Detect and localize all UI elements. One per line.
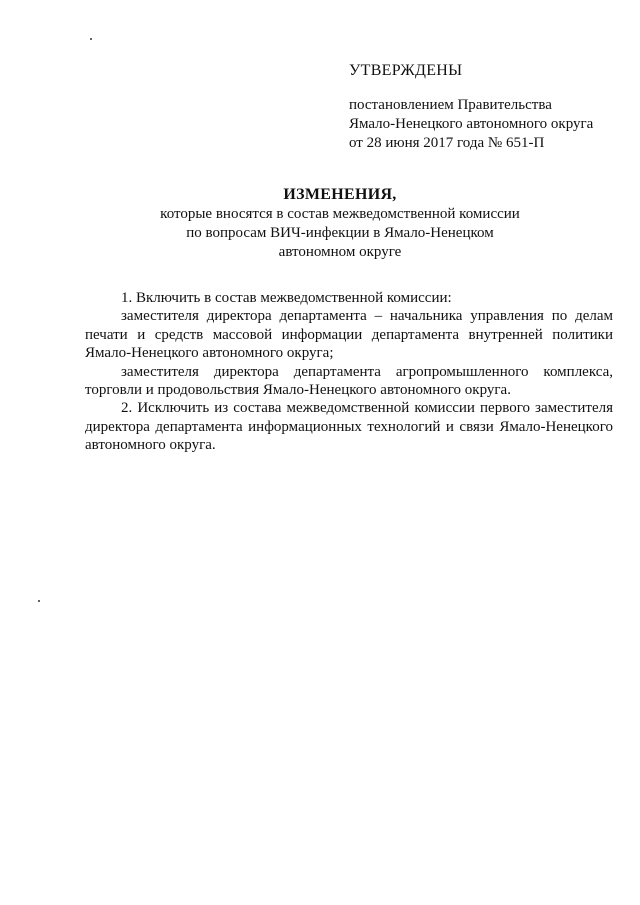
approval-line: от 28 июня 2017 года № 651-П bbox=[349, 135, 545, 151]
approval-line: постановлением Правительства bbox=[349, 97, 552, 113]
paragraph: заместителя директора департамента агропромышленного комплекса, торговли и продовольствия Ямало-Ненецкого автономного округа. bbox=[85, 363, 613, 399]
approval-stamp bbox=[349, 61, 619, 153]
document-title: ИЗМЕНЕНИЯ, bbox=[283, 186, 397, 203]
paragraph: 1. Включить в состав межведомственной комиссии: bbox=[121, 290, 452, 306]
approval-title: УТВЕРЖДЕНЫ bbox=[349, 62, 463, 79]
scan-speck bbox=[38, 600, 40, 602]
scan-speck bbox=[90, 38, 92, 40]
document-body bbox=[85, 289, 613, 455]
document-subtitle-line: которые вносятся в состав межведомственной комиссии bbox=[160, 206, 520, 222]
paragraph: 2. Исключить из состава межведомственной комиссии первого заместителя директора департамента информационных технологий и связи Ямало-Ненецкого автономного округа. bbox=[85, 400, 613, 454]
document-subtitle-line: по вопросам ВИЧ-инфекции в Ямало-Ненецком bbox=[186, 225, 494, 241]
paragraph: заместителя директора департамента – начальника управления по делам печати и средств массовой информации департамента внутренней политики Ямало-Ненецкого автономного округа; bbox=[85, 308, 613, 362]
approval-line: Ямало-Ненецкого автономного округа bbox=[349, 116, 594, 132]
document-heading bbox=[80, 185, 600, 262]
document-subtitle-line: автономном округе bbox=[278, 244, 402, 260]
